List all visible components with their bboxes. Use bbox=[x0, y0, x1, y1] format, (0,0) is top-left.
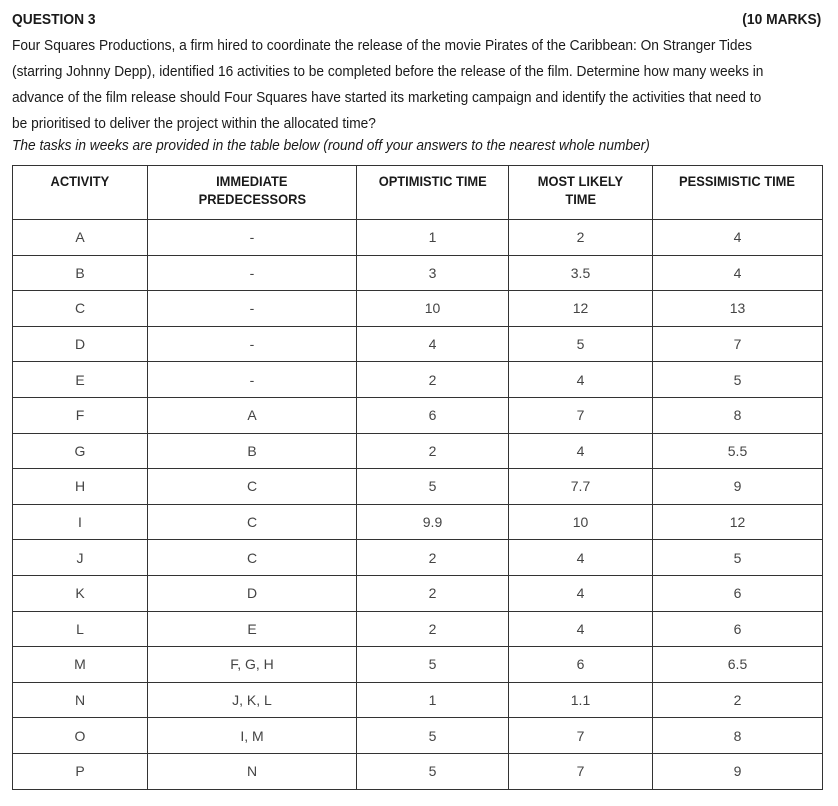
cell-pessimistic: 7 bbox=[653, 326, 823, 362]
cell-pessimistic: 8 bbox=[653, 397, 823, 433]
cell-optimistic: 5 bbox=[357, 647, 509, 683]
cell-activity: A bbox=[13, 220, 148, 256]
cell-activity: M bbox=[13, 647, 148, 683]
cell-optimistic: 9.9 bbox=[357, 504, 509, 540]
table-row bbox=[13, 469, 823, 505]
cell-most-likely: 7 bbox=[509, 753, 653, 789]
paragraph-line: Four Squares Productions, a firm hired to coordinate the release of the movie Pirates of the Caribbean: On Stranger Tides bbox=[12, 37, 753, 54]
cell-predecessors: C bbox=[148, 504, 357, 540]
cell-pessimistic: 8 bbox=[653, 718, 823, 754]
cell-pessimistic: 9 bbox=[653, 753, 823, 789]
cell-optimistic: 5 bbox=[357, 469, 509, 505]
paragraph-line: advance of the film release should Four Squares have started its marketing campaign and identify the activities that need to bbox=[12, 89, 762, 106]
table-row bbox=[13, 718, 823, 754]
table-row bbox=[13, 255, 823, 291]
cell-predecessors: C bbox=[148, 469, 357, 505]
question-title: QUESTION 3 bbox=[12, 11, 96, 28]
cell-optimistic: 1 bbox=[357, 682, 509, 718]
cell-activity: J bbox=[13, 540, 148, 576]
cell-predecessors: - bbox=[148, 326, 357, 362]
cell-most-likely: 12 bbox=[509, 291, 653, 327]
cell-predecessors: I, M bbox=[148, 718, 357, 754]
cell-pessimistic: 2 bbox=[653, 682, 823, 718]
cell-most-likely: 7 bbox=[509, 718, 653, 754]
cell-predecessors: D bbox=[148, 575, 357, 611]
cell-most-likely: 7 bbox=[509, 397, 653, 433]
cell-activity: C bbox=[13, 291, 148, 327]
table-row bbox=[13, 540, 823, 576]
table-row bbox=[13, 291, 823, 327]
activity-table bbox=[12, 165, 823, 790]
table-row bbox=[13, 575, 823, 611]
question-paragraph bbox=[12, 33, 822, 137]
table-row bbox=[13, 504, 823, 540]
cell-optimistic: 4 bbox=[357, 326, 509, 362]
header-most-likely: MOST LIKELY TIME bbox=[509, 166, 653, 220]
cell-most-likely: 5 bbox=[509, 326, 653, 362]
question-marks: (10 MARKS) bbox=[742, 11, 822, 28]
table-row bbox=[13, 433, 823, 469]
cell-most-likely: 4 bbox=[509, 575, 653, 611]
question-page bbox=[12, 10, 822, 780]
cell-activity: B bbox=[13, 255, 148, 291]
cell-activity: O bbox=[13, 718, 148, 754]
table-row bbox=[13, 753, 823, 789]
cell-most-likely: 3.5 bbox=[509, 255, 653, 291]
cell-optimistic: 5 bbox=[357, 718, 509, 754]
paragraph-line: (starring Johnny Depp), identified 16 activities to be completed before the release of the film. Determine how many weeks in bbox=[12, 63, 764, 80]
cell-activity: G bbox=[13, 433, 148, 469]
cell-optimistic: 10 bbox=[357, 291, 509, 327]
cell-most-likely: 4 bbox=[509, 433, 653, 469]
cell-pessimistic: 12 bbox=[653, 504, 823, 540]
table-row bbox=[13, 326, 823, 362]
cell-predecessors: - bbox=[148, 362, 357, 398]
table-note: The tasks in weeks are provided in the table below (round off your answers to the nearest whole number) bbox=[12, 137, 650, 154]
table-row bbox=[13, 362, 823, 398]
cell-pessimistic: 6 bbox=[653, 611, 823, 647]
table-row bbox=[13, 647, 823, 683]
cell-predecessors: N bbox=[148, 753, 357, 789]
header-optimistic: OPTIMISTIC TIME bbox=[357, 166, 509, 220]
cell-activity: F bbox=[13, 397, 148, 433]
table-row bbox=[13, 611, 823, 647]
table-row bbox=[13, 682, 823, 718]
cell-most-likely: 4 bbox=[509, 362, 653, 398]
cell-predecessors: - bbox=[148, 220, 357, 256]
cell-optimistic: 2 bbox=[357, 362, 509, 398]
cell-predecessors: - bbox=[148, 291, 357, 327]
table-row bbox=[13, 220, 823, 256]
cell-most-likely: 10 bbox=[509, 504, 653, 540]
cell-optimistic: 1 bbox=[357, 220, 509, 256]
cell-activity: K bbox=[13, 575, 148, 611]
cell-pessimistic: 6 bbox=[653, 575, 823, 611]
header-pessimistic: PESSIMISTIC TIME bbox=[653, 166, 823, 220]
cell-activity: E bbox=[13, 362, 148, 398]
cell-optimistic: 5 bbox=[357, 753, 509, 789]
cell-predecessors: J, K, L bbox=[148, 682, 357, 718]
cell-pessimistic: 5 bbox=[653, 540, 823, 576]
cell-pessimistic: 5.5 bbox=[653, 433, 823, 469]
cell-pessimistic: 4 bbox=[653, 255, 823, 291]
table-header-row bbox=[13, 166, 823, 220]
cell-pessimistic: 5 bbox=[653, 362, 823, 398]
cell-predecessors: F, G, H bbox=[148, 647, 357, 683]
table-row bbox=[13, 397, 823, 433]
cell-activity: H bbox=[13, 469, 148, 505]
cell-most-likely: 4 bbox=[509, 611, 653, 647]
cell-most-likely: 2 bbox=[509, 220, 653, 256]
question-header bbox=[12, 10, 821, 30]
cell-pessimistic: 13 bbox=[653, 291, 823, 327]
cell-optimistic: 2 bbox=[357, 611, 509, 647]
cell-most-likely: 6 bbox=[509, 647, 653, 683]
cell-activity: L bbox=[13, 611, 148, 647]
cell-pessimistic: 9 bbox=[653, 469, 823, 505]
header-predecessors: IMMEDIATE PREDECESSORS bbox=[148, 166, 357, 220]
cell-optimistic: 6 bbox=[357, 397, 509, 433]
cell-optimistic: 2 bbox=[357, 540, 509, 576]
cell-most-likely: 7.7 bbox=[509, 469, 653, 505]
cell-activity: N bbox=[13, 682, 148, 718]
cell-predecessors: B bbox=[148, 433, 357, 469]
cell-pessimistic: 4 bbox=[653, 220, 823, 256]
cell-predecessors: A bbox=[148, 397, 357, 433]
cell-predecessors: C bbox=[148, 540, 357, 576]
cell-optimistic: 3 bbox=[357, 255, 509, 291]
cell-predecessors: - bbox=[148, 255, 357, 291]
cell-predecessors: E bbox=[148, 611, 357, 647]
cell-most-likely: 1.1 bbox=[509, 682, 653, 718]
cell-optimistic: 2 bbox=[357, 575, 509, 611]
cell-activity: I bbox=[13, 504, 148, 540]
cell-pessimistic: 6.5 bbox=[653, 647, 823, 683]
header-activity: ACTIVITY bbox=[13, 166, 148, 220]
cell-most-likely: 4 bbox=[509, 540, 653, 576]
cell-optimistic: 2 bbox=[357, 433, 509, 469]
paragraph-line: be prioritised to deliver the project within the allocated time? bbox=[12, 115, 376, 132]
cell-activity: D bbox=[13, 326, 148, 362]
cell-activity: P bbox=[13, 753, 148, 789]
